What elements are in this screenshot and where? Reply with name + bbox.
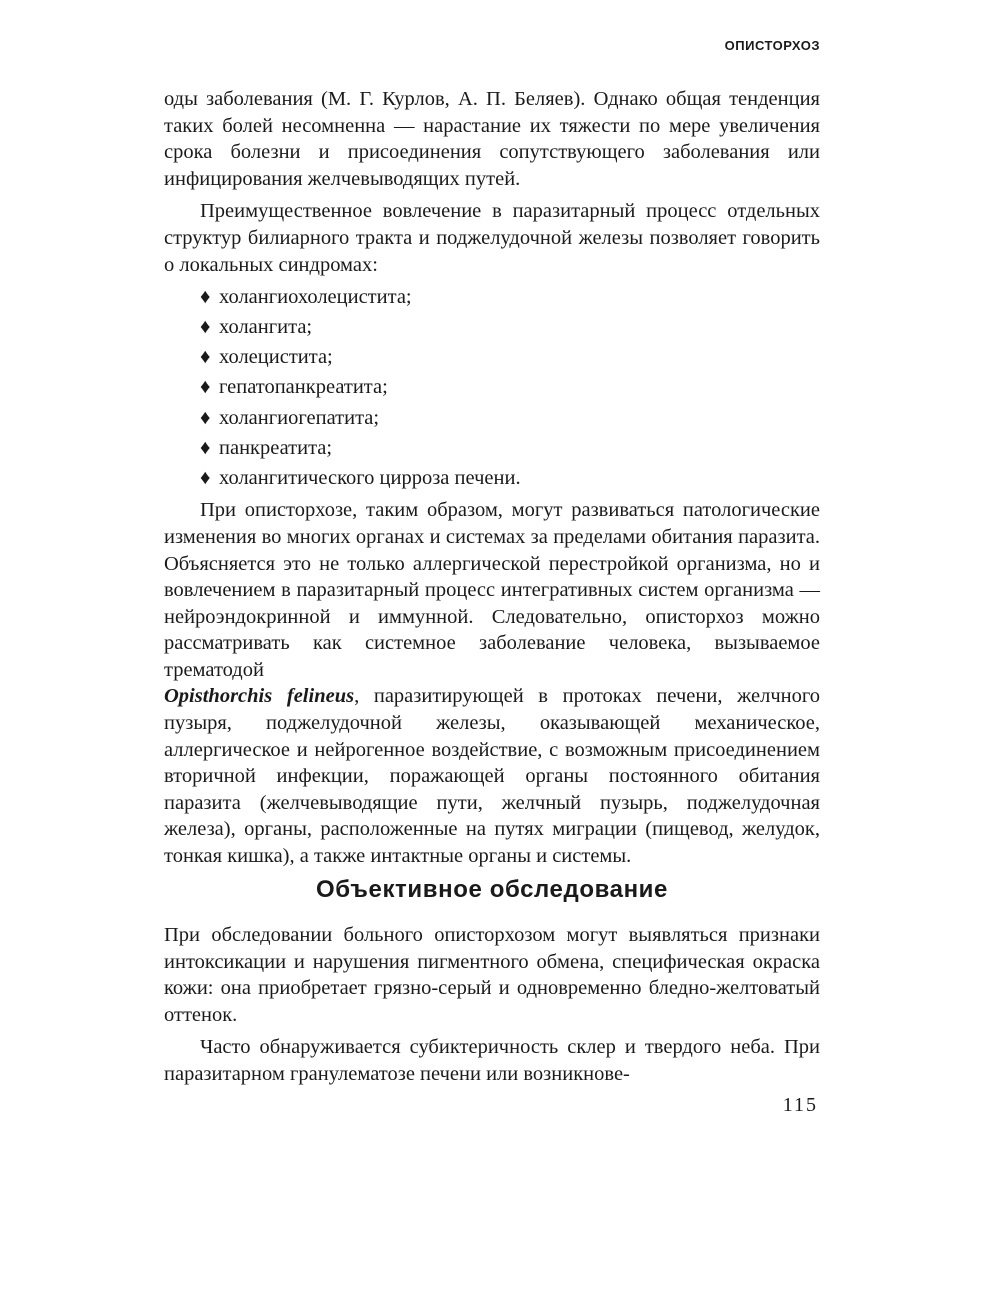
paragraph-4: При обследовании больного описторхозом могут выявляться признаки интоксикации и нарушения пигментного обмена, специфическая окраска кожи: она приобретает грязно-серый и одновременно бледно-желтоватый оттенок. [164,924,820,1026]
diamond-bullet-icon: ♦ [200,376,211,399]
paragraph-5: Часто обнаруживается субиктеричность склер и твердого неба. При паразитарном гранулематозе печени или возникнове- [164,1036,820,1085]
syndrome-list [164,284,820,491]
list-item-text: холецистита; [219,346,333,369]
paragraph-3-end: , паразитирующей в протоках печени, желчного пузыря, поджелудочной железы, оказывающей механическое, аллергическое и нейрогенное воздействие, с возможным присоединением вторичной инфекции, поражающей органы постоянного обитания паразита (желчевыводящие пути, желчный пузырь, поджелудочная железа), органы, расположенные на путях миграции (пищевод, желудок, тонкая кишка), а также интактные органы и системы. [164,685,821,868]
running-head: ОПИСТОРХОЗ [724,38,820,53]
paragraph-3-start: При описторхозе, таким образом, могут развиваться патологические изменения во многих органах и системах за пределами обитания паразита. Объясняется это не только аллергической перестройкой организма, но и вовлечением в паразитарный процесс интегративных систем организма — нейроэндокринной и иммунной. Следовательно, описторхоз можно рассматривать как системное заболевание человека, вызываемое трематодой [164,499,820,681]
section-heading: Объективное обследование [316,876,668,903]
paragraph-3 [164,497,820,869]
list-item-text: холангиохолецистита; [219,286,412,309]
species-name: Opisthorchis felineus [164,685,355,708]
diamond-bullet-icon: ♦ [200,406,211,429]
page-number: 115 [782,1094,818,1116]
list-item [200,284,820,311]
diamond-bullet-icon: ♦ [200,436,211,459]
paragraph-1: оды заболевания (М. Г. Курлов, А. П. Беляев). Однако общая тенденция таких болей несомненна — нарастание их тяжести по мере увеличения срока болезни и присоединения сопутствующего заболевания или инфицирования желчевыводящих путей. [164,88,820,190]
paragraph-2: Преимущественное вовлечение в паразитарный процесс отдельных структур билиарного тракта и поджелудочной железы позволяет говорить о локальных синдромах: [164,200,820,276]
list-item-text: холангиогепатита; [219,406,380,429]
diamond-bullet-icon: ♦ [200,316,211,339]
list-item [200,314,820,341]
list-item-text: холангитического цирроза печени. [219,466,521,489]
body-text-bottom [164,922,820,1094]
diamond-bullet-icon: ♦ [200,466,211,489]
list-item [200,405,820,432]
list-item [200,344,820,371]
list-item-text: гепатопанкреатита; [219,376,388,399]
list-item [200,374,820,401]
list-item [200,435,820,462]
diamond-bullet-icon: ♦ [200,286,211,309]
list-item-text: холангита; [219,316,313,339]
list-item [200,465,820,492]
list-item-text: панкреатита; [219,436,333,459]
body-text-top [164,86,820,876]
diamond-bullet-icon: ♦ [200,346,211,369]
